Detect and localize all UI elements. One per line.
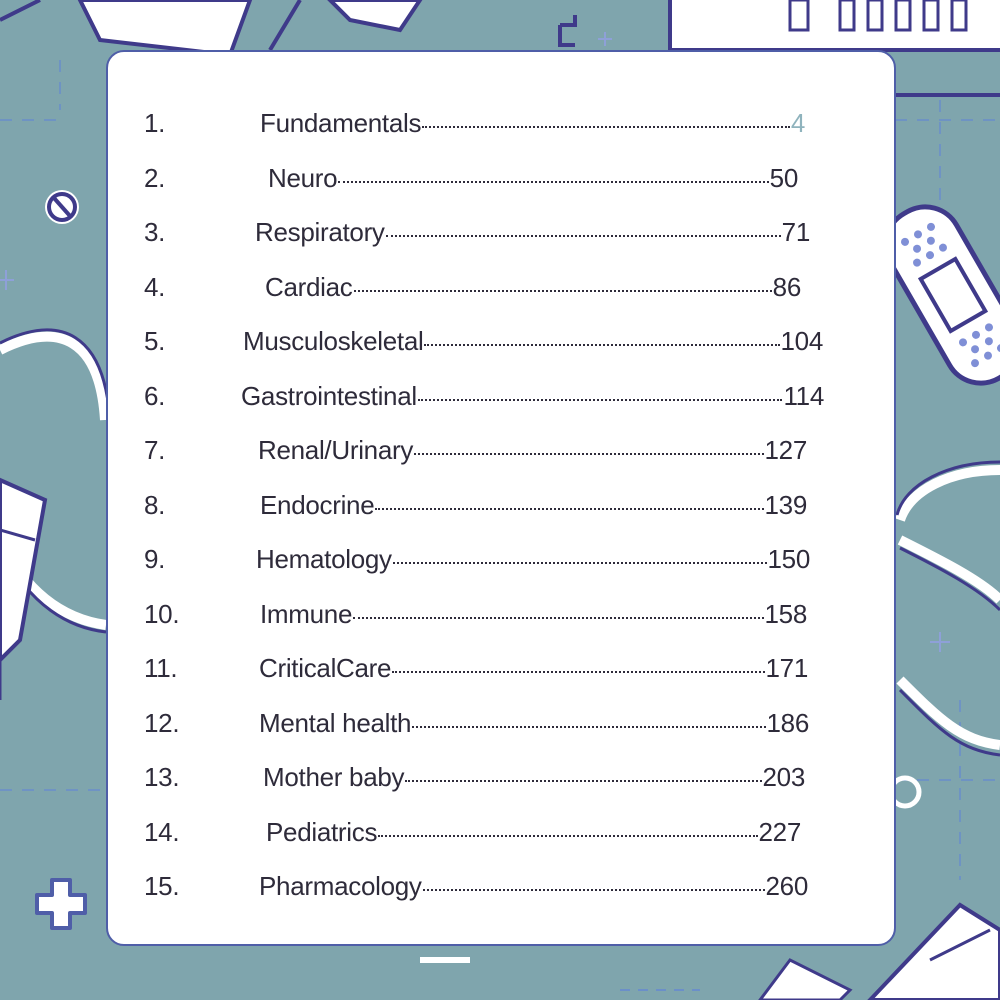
- dot-leader: [354, 290, 772, 292]
- toc-page-number: 139: [764, 489, 807, 520]
- dot-leader: [423, 889, 765, 891]
- toc-title: Endocrine: [260, 489, 375, 520]
- dot-leader: [414, 453, 763, 455]
- toc-page-number: 186: [766, 707, 809, 738]
- toc-row[interactable]: [108, 155, 894, 205]
- toc-number: 14.: [144, 816, 180, 847]
- no-sign-icon: [45, 190, 79, 224]
- toc-number: 6.: [144, 380, 166, 411]
- toc-row[interactable]: [108, 100, 894, 150]
- toc-title: Cardiac: [265, 271, 353, 302]
- toc-entry: [255, 217, 810, 248]
- toc-title: Fundamentals: [260, 108, 422, 138]
- toc-title: Neuro: [268, 162, 338, 193]
- dot-leader: [405, 780, 761, 782]
- toc-entry: [260, 108, 805, 139]
- toc-row[interactable]: [108, 373, 894, 423]
- toc-title: Hematology: [256, 544, 392, 574]
- toc-page-number: 114: [783, 380, 824, 411]
- toc-entry: [263, 762, 805, 793]
- toc-page-number: 227: [758, 816, 801, 847]
- toc-number: 9.: [144, 544, 166, 574]
- dot-leader: [386, 235, 781, 237]
- toc-title: Renal/Urinary: [258, 435, 414, 465]
- toc-entry: [241, 381, 824, 412]
- table-of-contents-card: [106, 50, 896, 946]
- toc-number: 15.: [144, 871, 180, 901]
- toc-entry: [266, 817, 801, 848]
- toc-entry: [259, 653, 808, 684]
- toc-entry: [243, 326, 823, 357]
- toc-title: Pharmacology: [259, 871, 422, 901]
- toc-page-number: 71: [781, 217, 810, 247]
- toc-number: 1.: [144, 108, 166, 138]
- toc-number: 8.: [144, 489, 166, 520]
- toc-row[interactable]: [108, 536, 894, 586]
- toc-page-number: 203: [762, 762, 805, 792]
- toc-entry: [256, 544, 810, 575]
- toc-number: 13.: [144, 762, 180, 792]
- toc-entry: [258, 435, 807, 466]
- toc-page-number: 171: [765, 653, 808, 683]
- toc-row[interactable]: [108, 591, 894, 641]
- toc-number: 3.: [144, 217, 166, 247]
- toc-title: Immune: [260, 598, 353, 629]
- toc-page-number: 4: [790, 108, 805, 138]
- toc-page-number: 127: [764, 435, 807, 465]
- toc-page-number: 104: [780, 326, 823, 356]
- dot-leader: [422, 126, 790, 128]
- toc-number: 7.: [144, 435, 166, 465]
- toc-title: Respiratory: [255, 217, 385, 247]
- toc-row[interactable]: [108, 645, 894, 695]
- toc-number: 2.: [144, 162, 166, 193]
- toc-title: CriticalCare: [259, 653, 392, 683]
- toc-row[interactable]: [108, 209, 894, 259]
- toc-number: 10.: [144, 598, 180, 629]
- dot-leader: [412, 726, 765, 728]
- dot-leader: [393, 562, 767, 564]
- toc-row[interactable]: [108, 427, 894, 477]
- toc-row[interactable]: [108, 482, 894, 532]
- table-of-contents: [108, 52, 894, 944]
- dot-leader: [378, 835, 757, 837]
- toc-row[interactable]: [108, 700, 894, 750]
- dot-leader: [353, 617, 763, 619]
- toc-title: Gastrointestinal: [241, 380, 417, 411]
- toc-number: 12.: [144, 707, 180, 738]
- toc-number: 11.: [144, 653, 178, 683]
- toc-row[interactable]: [108, 809, 894, 859]
- toc-page-number: 150: [767, 544, 810, 574]
- toc-page-number: 86: [772, 271, 801, 302]
- toc-entry: [260, 490, 807, 521]
- toc-title: Mental health: [259, 707, 412, 738]
- dot-leader: [424, 344, 779, 346]
- toc-entry: [268, 163, 798, 194]
- toc-number: 5.: [144, 326, 166, 356]
- dot-leader: [392, 671, 764, 673]
- toc-number: 4.: [144, 271, 166, 302]
- toc-entry: [259, 871, 808, 902]
- toc-entry: [265, 272, 801, 303]
- dot-leader: [375, 508, 763, 510]
- toc-page-number: 50: [769, 162, 798, 193]
- toc-title: Musculoskeletal: [243, 326, 424, 356]
- toc-row[interactable]: [108, 264, 894, 314]
- toc-row[interactable]: [108, 754, 894, 804]
- toc-title: Pediatrics: [266, 816, 378, 847]
- toc-row[interactable]: [108, 318, 894, 368]
- toc-title: Mother baby: [263, 762, 405, 792]
- toc-row[interactable]: [108, 863, 894, 913]
- toc-entry: [259, 708, 809, 739]
- toc-page-number: 260: [765, 871, 808, 901]
- toc-entry: [260, 599, 807, 630]
- dot-leader: [418, 399, 783, 401]
- dot-leader: [338, 181, 768, 183]
- toc-page-number: 158: [764, 598, 807, 629]
